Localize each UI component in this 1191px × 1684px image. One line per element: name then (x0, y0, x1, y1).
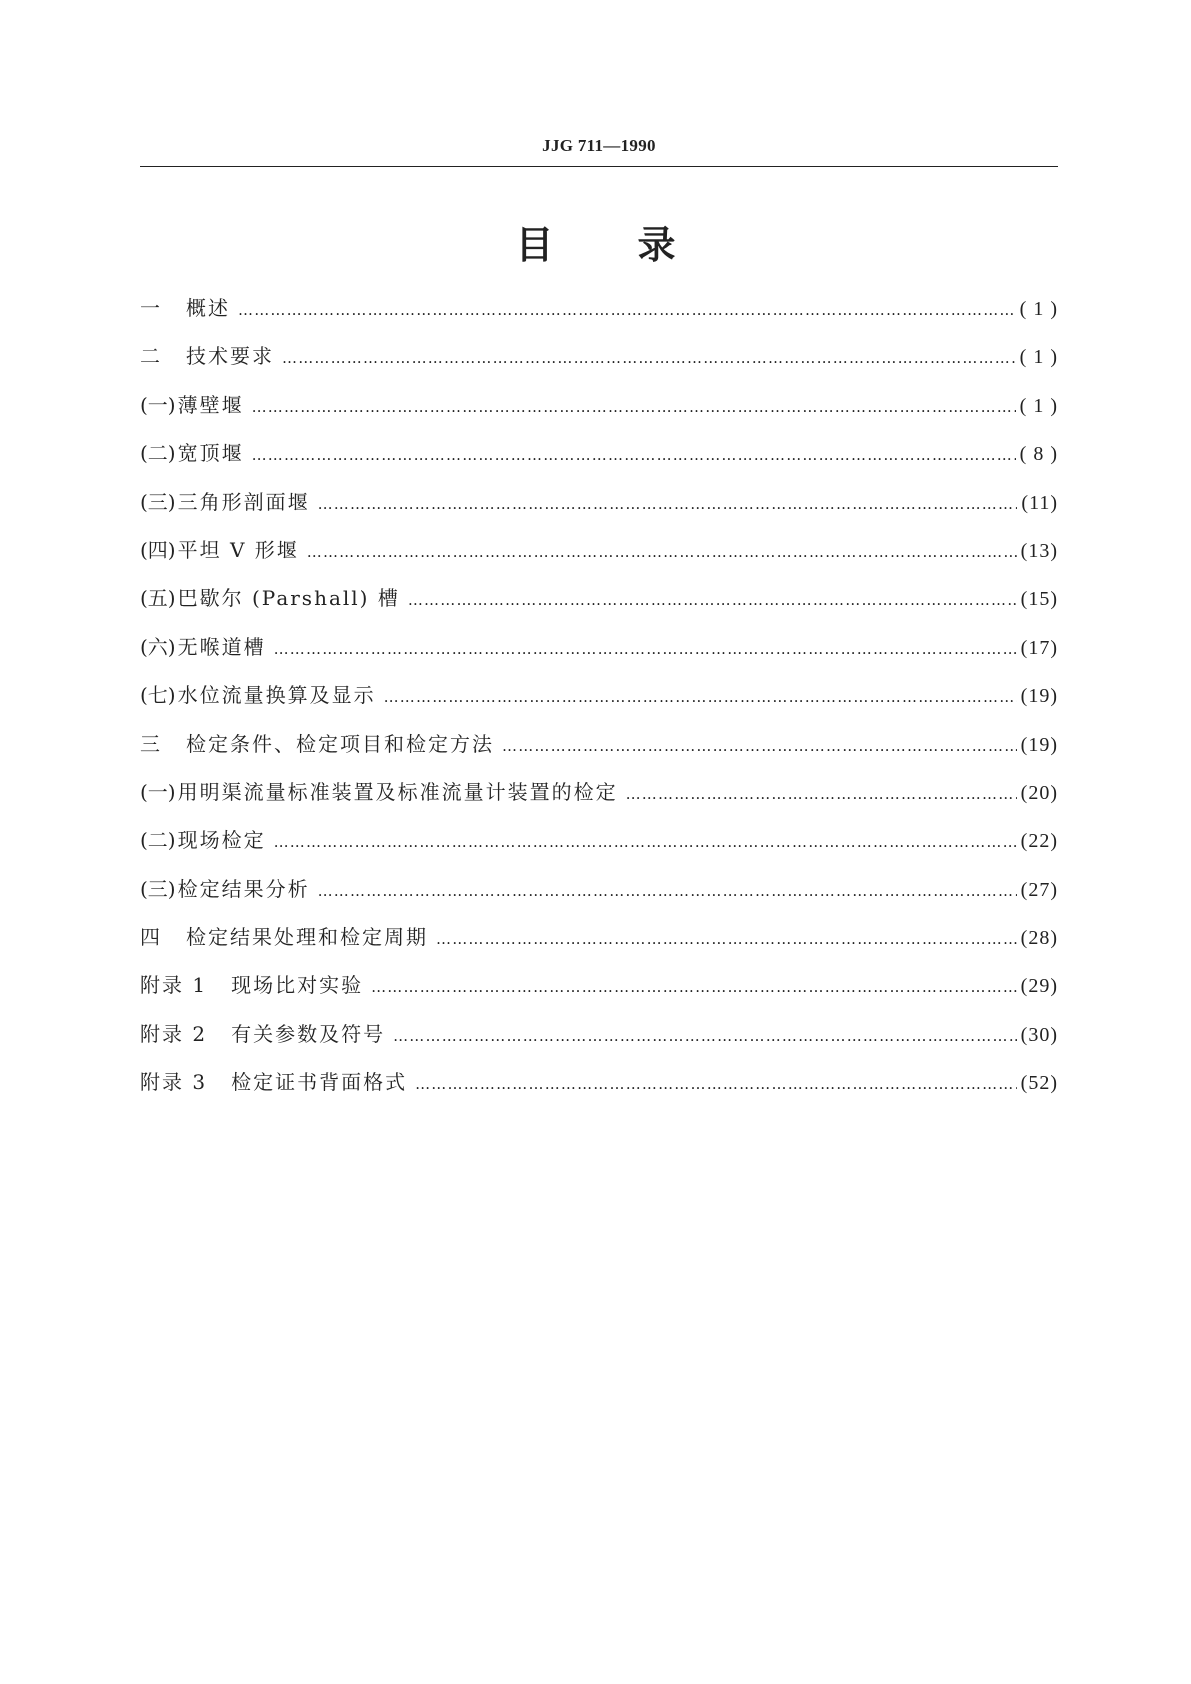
toc-entry-result-analysis[interactable] (140, 875, 1058, 923)
toc-entry-title: 用明渠流量标准装置及标准流量计装置的检定 (177, 779, 618, 804)
toc-entry-number: 附录 2 (140, 1021, 208, 1046)
toc-entry-overview[interactable] (140, 294, 1058, 342)
toc-entry-page: ( 8 ) (1019, 443, 1058, 466)
toc-entry-number: (七) (140, 683, 176, 708)
toc-entry-number: 一 (140, 296, 162, 320)
toc-leader-dots (318, 490, 1018, 518)
toc-entry-number: 附录 3 (140, 1070, 208, 1095)
toc-entry-number: 三 (140, 731, 162, 756)
toc-entry-appendix-3[interactable] (140, 1068, 1058, 1116)
toc-entry-title: 无喉道槽 (177, 634, 266, 659)
toc-leader-dots (502, 732, 1017, 760)
toc-leader-dots (238, 296, 1016, 324)
toc-entry-page: ( 1 ) (1019, 394, 1058, 417)
toc-entry-number: (五) (140, 586, 176, 611)
toc-entry-throatless-flume[interactable] (140, 633, 1058, 681)
toc-entry-title: 检定结果分析 (177, 876, 310, 901)
toc-entry-title: 概述 (186, 296, 230, 320)
toc-leader-dots (307, 538, 1017, 566)
toc-leader-dots (282, 344, 1016, 372)
toc-leader-dots (415, 1070, 1017, 1098)
toc-entry-page: ( 1 ) (1019, 346, 1058, 369)
toc-entry-title: 检定结果处理和检定周期 (186, 925, 428, 950)
toc-entry-standard-device-verification[interactable] (140, 778, 1058, 826)
toc-entry-number: (三) (140, 876, 176, 901)
toc-entry-title: 宽顶堰 (177, 441, 244, 466)
toc-entry-title: 三角形剖面堰 (177, 489, 310, 514)
toc-entry-number: (一) (140, 392, 176, 417)
toc-entry-page: (27) (1020, 878, 1058, 901)
toc-entry-verification-conditions[interactable] (140, 730, 1058, 778)
table-of-contents (140, 294, 1058, 1117)
toc-entry-page: (17) (1020, 636, 1058, 659)
toc-entry-title: 技术要求 (186, 344, 274, 369)
toc-entry-page: (30) (1020, 1023, 1058, 1046)
toc-leader-dots (436, 925, 1017, 953)
toc-entry-title: 现场比对实验 (231, 973, 364, 998)
toc-entry-appendix-1[interactable] (140, 971, 1058, 1019)
page-title (0, 214, 1191, 269)
toc-leader-dots (408, 586, 1017, 614)
toc-entry-flat-v-weir[interactable] (140, 536, 1058, 584)
toc-entry-parshall-flume[interactable] (140, 584, 1058, 632)
toc-leader-dots (318, 877, 1017, 905)
toc-entry-number: (六) (140, 634, 176, 659)
toc-entry-page: (19) (1020, 733, 1058, 756)
toc-entry-page: (28) (1020, 927, 1058, 950)
toc-entry-title: 现场检定 (177, 828, 266, 853)
title-char-left: 目 (515, 223, 554, 267)
toc-leader-dots (274, 635, 1017, 663)
toc-entry-number: (一) (140, 779, 176, 804)
toc-entry-number: (三) (140, 489, 176, 514)
toc-entry-page: (19) (1020, 685, 1058, 708)
title-char-right: 录 (637, 223, 676, 267)
toc-entry-page: (22) (1020, 830, 1058, 853)
header-rule (140, 166, 1058, 167)
toc-entry-title: 检定条件、检定项目和检定方法 (186, 731, 494, 756)
toc-entry-page: (15) (1020, 588, 1058, 611)
toc-entry-title: 水位流量换算及显示 (177, 683, 376, 708)
toc-leader-dots (252, 393, 1016, 421)
toc-entry-page: (20) (1020, 781, 1058, 804)
toc-leader-dots (252, 441, 1016, 469)
toc-entry-title: 有关参数及符号 (231, 1021, 386, 1046)
toc-entry-technical-requirements[interactable] (140, 342, 1058, 390)
toc-entry-number: (二) (140, 441, 176, 466)
toc-entry-level-flow-conversion[interactable] (140, 681, 1058, 729)
toc-entry-appendix-2[interactable] (140, 1020, 1058, 1068)
toc-entry-page: ( 1 ) (1019, 298, 1058, 320)
toc-entry-number: 四 (140, 925, 162, 950)
toc-entry-title: 薄壁堰 (177, 392, 244, 417)
toc-entry-title: 检定证书背面格式 (231, 1070, 408, 1095)
toc-entry-triangular-profile-weir[interactable] (140, 488, 1058, 536)
toc-entry-page: (29) (1020, 975, 1058, 998)
toc-entry-page: (13) (1020, 539, 1058, 562)
toc-leader-dots (393, 1022, 1017, 1050)
toc-entry-broad-crested-weir[interactable] (140, 439, 1058, 487)
toc-leader-dots (626, 780, 1017, 808)
toc-entry-field-verification[interactable] (140, 826, 1058, 874)
toc-leader-dots (274, 828, 1017, 856)
toc-entry-number: 二 (140, 344, 162, 369)
toc-entry-title: 巴歇尔 (Parshall) 槽 (177, 586, 400, 611)
toc-entry-page: (11) (1021, 491, 1058, 514)
toc-leader-dots (371, 973, 1017, 1001)
toc-entry-number: (二) (140, 828, 176, 853)
toc-leader-dots (384, 683, 1017, 711)
toc-entry-thin-plate-weir[interactable] (140, 391, 1058, 439)
toc-entry-title: 平坦 V 形堰 (177, 537, 299, 562)
toc-entry-result-processing[interactable] (140, 923, 1058, 971)
document-code-header: JJG 711—1990 (542, 136, 656, 155)
toc-entry-number: 附录 1 (140, 973, 208, 998)
toc-entry-page: (52) (1020, 1072, 1058, 1095)
toc-entry-number: (四) (140, 537, 176, 562)
